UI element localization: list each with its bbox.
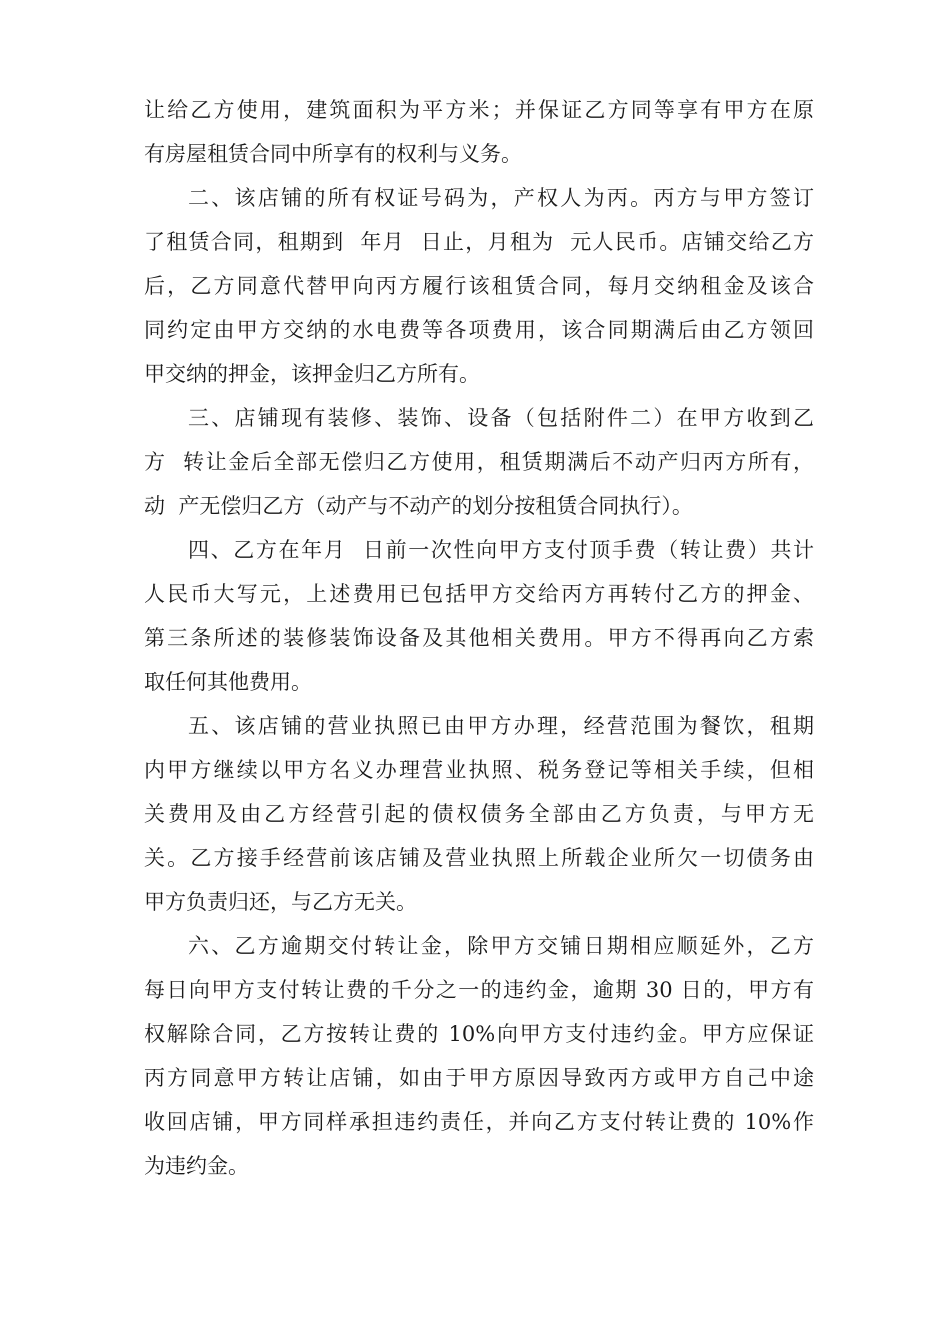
text-line: 甲方负责归还，与乙方无关。: [144, 890, 417, 914]
text-line: 收回店铺，甲方同样承担违约责任，并向乙方支付转让费的 10%作: [144, 1110, 814, 1134]
text-line: 有房屋租赁合同中所享有的权利与义务。: [144, 142, 522, 166]
text-line: 每日向甲方支付转让费的千分之一的违约金，逾期 30 日的，甲方有: [144, 978, 814, 1002]
text-line: 内甲方继续以甲方名义办理营业执照、税务登记等相关手续，但相: [144, 758, 814, 782]
text-line: 四、乙方在年月 日前一次性向甲方支付顶手费（转让费）共计: [188, 538, 814, 562]
paragraph-article-4: [144, 528, 814, 704]
paragraph-article-3: [144, 396, 814, 528]
text-line: 动 产无偿归乙方（动产与不动产的划分按租赁合同执行）。: [144, 494, 693, 518]
text-line: 六、乙方逾期交付转让金，除甲方交铺日期相应顺延外，乙方: [188, 934, 814, 958]
paragraph-continued: [144, 88, 814, 176]
text-line: 后，乙方同意代替甲向丙方履行该租赁合同，每月交纳租金及该合: [144, 274, 814, 298]
text-line: 关。乙方接手经营前该店铺及营业执照上所载企业所欠一切债务由: [144, 846, 814, 870]
text-line: 甲交纳的押金，该押金归乙方所有。: [144, 362, 480, 386]
text-line: 五、该店铺的营业执照已由甲方办理，经营范围为餐饮，租期: [188, 714, 814, 738]
text-line: 让给乙方使用，建筑面积为平方米；并保证乙方同等享有甲方在原: [144, 98, 814, 122]
text-line: 第三条所述的装修装饰设备及其他相关费用。甲方不得再向乙方索: [144, 626, 814, 650]
text-line: 为违约金。: [144, 1154, 249, 1178]
paragraph-article-5: [144, 704, 814, 924]
text-line: 了租赁合同，租期到 年月 日止，月租为 元人民币。店铺交给乙方: [144, 230, 814, 254]
paragraph-article-6: [144, 924, 814, 1188]
text-line: 同约定由甲方交纳的水电费等各项费用，该合同期满后由乙方领回: [144, 318, 814, 342]
text-line: 关费用及由乙方经营引起的债权债务全部由乙方负责，与甲方无: [144, 802, 814, 826]
text-line: 取任何其他费用。: [144, 670, 312, 694]
text-line: 三、店铺现有装修、装饰、设备（包括附件二）在甲方收到乙: [188, 406, 814, 430]
text-line: 丙方同意甲方转让店铺，如由于甲方原因导致丙方或甲方自己中途: [144, 1066, 814, 1090]
text-line: 方 转让金后全部无偿归乙方使用，租赁期满后不动产归丙方所有，: [144, 450, 814, 474]
text-line: 权解除合同，乙方按转让费的 10%向甲方支付违约金。甲方应保证: [144, 1022, 814, 1046]
text-line: 人民币大写元，上述费用已包括甲方交给丙方再转付乙方的押金、: [144, 582, 814, 606]
text-line: 二、该店铺的所有权证号码为，产权人为丙。丙方与甲方签订: [188, 186, 814, 210]
document-body: [144, 88, 814, 1188]
paragraph-article-2: [144, 176, 814, 396]
